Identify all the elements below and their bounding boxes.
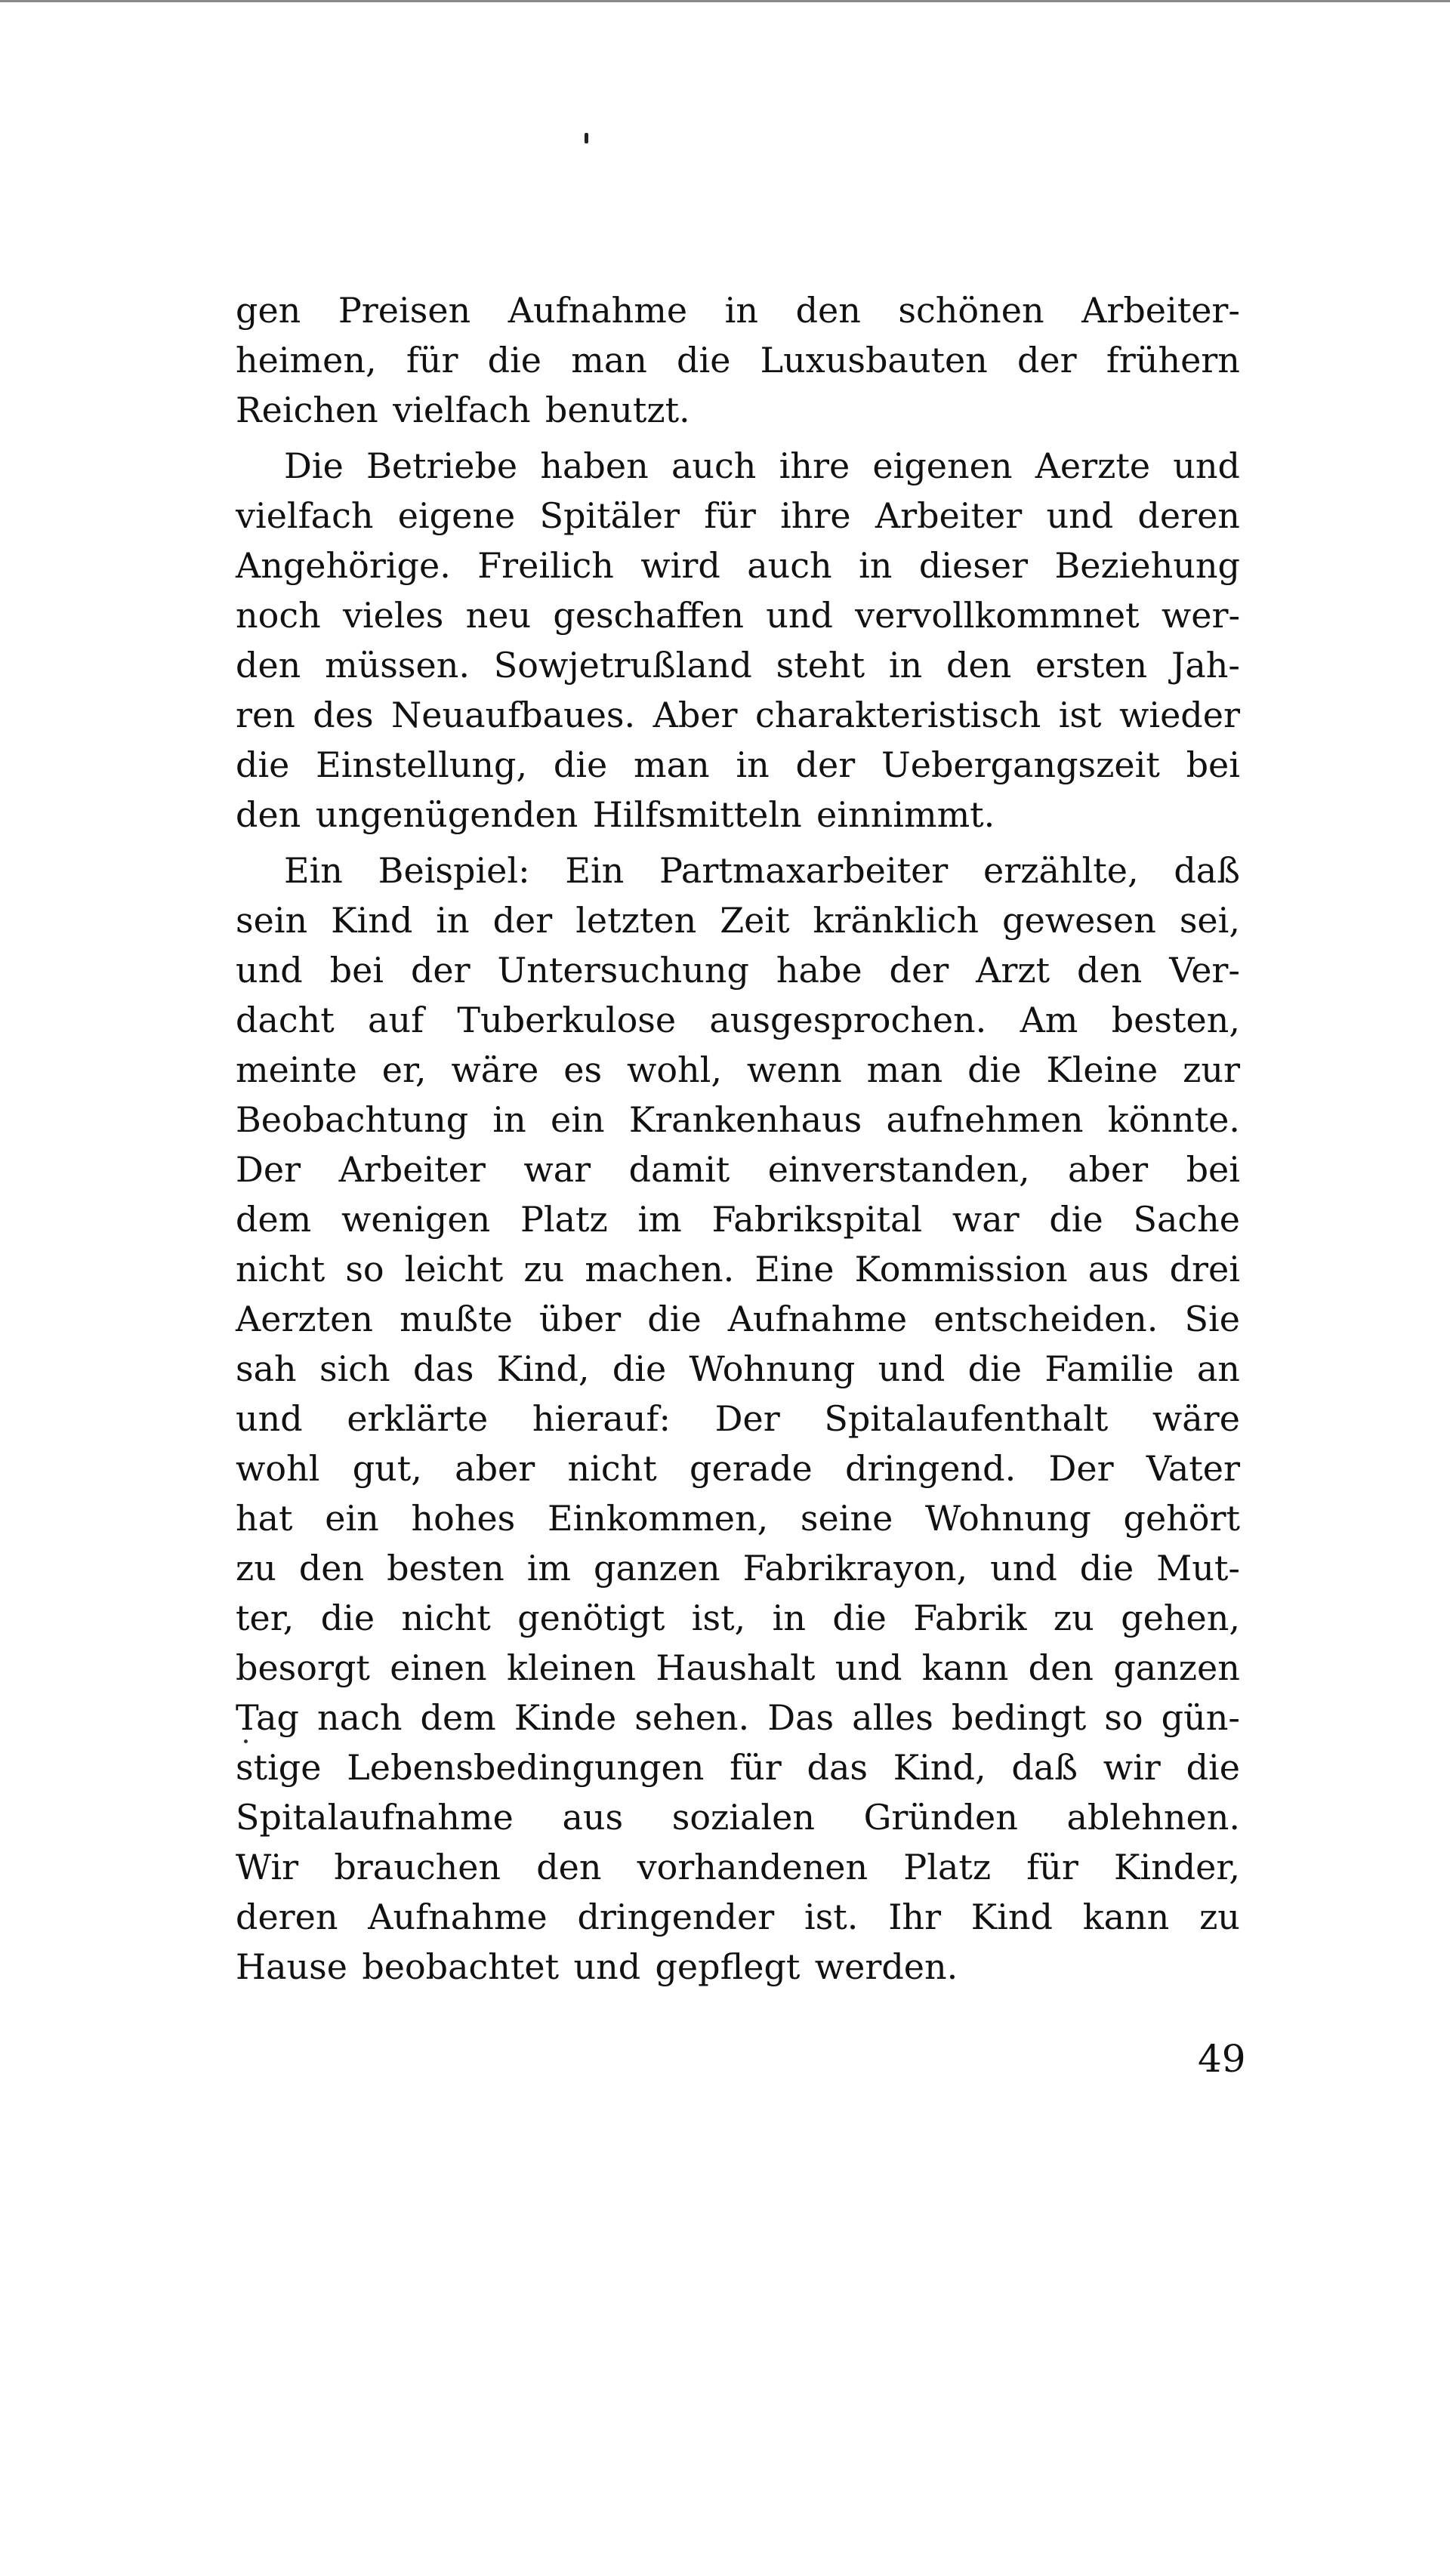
word: die: [1079, 1548, 1134, 1588]
word: Partmaxarbeiter: [659, 850, 949, 891]
word: ersten: [1035, 645, 1148, 686]
word: die: [320, 1598, 375, 1638]
word: Familie: [1044, 1348, 1174, 1389]
word: gut,: [352, 1448, 422, 1489]
word: die: [967, 1049, 1022, 1090]
word: Aerzten: [236, 1299, 374, 1339]
word: es: [563, 1049, 603, 1090]
scan-top-border: [0, 0, 1450, 2]
word: genötigt: [517, 1598, 665, 1638]
word: Angehörige.: [236, 545, 451, 586]
word: Ver-: [1169, 950, 1240, 991]
word: die: [1049, 1199, 1103, 1240]
word: Wohnung: [689, 1348, 856, 1389]
word: Der: [1048, 1448, 1114, 1489]
word: dringender: [577, 1897, 775, 1937]
word: gün-: [1161, 1697, 1240, 1738]
word: eigene: [397, 495, 516, 536]
word: die: [612, 1348, 667, 1389]
word: und: [878, 1348, 946, 1389]
word: sozialen: [671, 1797, 815, 1838]
word: bei: [1186, 1149, 1240, 1190]
word: ist.: [804, 1897, 859, 1937]
word: bedingt: [951, 1697, 1087, 1738]
word: charakteristisch: [754, 695, 1041, 735]
word: schönen: [898, 290, 1044, 331]
word: im: [637, 1199, 682, 1240]
word: Neuaufbaues.: [391, 695, 636, 735]
word: der: [795, 744, 856, 785]
word: wenn: [746, 1049, 842, 1090]
word: wäre: [451, 1049, 539, 1090]
word: Beobachtung: [236, 1099, 469, 1140]
word: deren: [1137, 495, 1240, 536]
word: hohes: [411, 1498, 516, 1539]
word: mußte: [400, 1299, 513, 1339]
text-line: [236, 1892, 1240, 1942]
word: wäre: [1152, 1398, 1240, 1439]
word: sah: [236, 1348, 297, 1389]
word: wenigen: [341, 1199, 491, 1240]
word: war: [523, 1149, 591, 1190]
word: wohl: [236, 1448, 320, 1489]
text-line: [236, 1394, 1240, 1444]
word: alles: [852, 1697, 933, 1738]
word: der: [889, 950, 949, 991]
word: Wohnung: [925, 1498, 1091, 1539]
word: und: [1046, 495, 1114, 536]
word: gerade: [690, 1448, 813, 1489]
word: zu: [236, 1548, 276, 1588]
word: man: [634, 744, 710, 785]
text-line: [236, 995, 1240, 1045]
word: wieder: [1118, 695, 1240, 735]
text-line: [236, 491, 1240, 541]
word: das: [412, 1348, 474, 1389]
word: den: [298, 1548, 365, 1588]
word: dacht: [236, 1000, 335, 1040]
word: Kinder,: [1114, 1847, 1240, 1887]
word: aus: [1088, 1249, 1149, 1290]
word: ihre: [779, 445, 850, 486]
word: dem: [236, 1199, 312, 1240]
text-line: [236, 945, 1240, 995]
word: zu: [523, 1249, 565, 1290]
word: die: [647, 1299, 702, 1339]
word: und: [573, 1946, 641, 1987]
word: seine: [800, 1498, 893, 1539]
word: deren: [236, 1897, 338, 1937]
word: Sache: [1133, 1199, 1240, 1240]
word: aus: [562, 1797, 624, 1838]
word: den: [236, 794, 301, 835]
word: Einstellung,: [316, 744, 528, 785]
word: in: [859, 545, 893, 586]
word: müssen.: [325, 645, 470, 686]
word: Eine: [754, 1249, 835, 1290]
word: bei: [329, 950, 384, 991]
word: in: [888, 645, 923, 686]
word: die: [677, 340, 731, 381]
word: Kleine: [1046, 1049, 1158, 1090]
word: ihre: [780, 495, 851, 536]
word: in: [436, 900, 470, 941]
word: Einkommen,: [548, 1498, 769, 1539]
text-line: [236, 690, 1240, 740]
word: hierauf:: [532, 1398, 671, 1439]
word: sich: [319, 1348, 390, 1389]
word: kleinen: [507, 1647, 636, 1688]
word: die: [1186, 1747, 1240, 1788]
word: Tuberkulose: [457, 1000, 677, 1040]
word: Mut-: [1156, 1548, 1240, 1588]
text-line: [236, 1145, 1240, 1194]
word: ungenügenden: [315, 794, 578, 835]
word: heimen,: [236, 340, 377, 381]
word: Platz: [903, 1847, 992, 1887]
word: stige: [236, 1747, 322, 1788]
text-line: [236, 790, 1240, 840]
word: so: [1104, 1697, 1143, 1738]
word: den: [946, 645, 1012, 686]
word: einen: [390, 1647, 487, 1688]
word: der: [1017, 340, 1077, 381]
word: haben: [540, 445, 649, 486]
word: nicht: [567, 1448, 657, 1489]
word: ausgesprochen.: [709, 1000, 987, 1040]
text-line: [236, 285, 1240, 335]
text-line: [236, 1294, 1240, 1344]
word: Aerzte: [1035, 445, 1151, 486]
word: Beziehung: [1054, 545, 1240, 586]
scan-speck: [585, 133, 588, 143]
word: im: [526, 1548, 572, 1588]
word: Fabrik: [913, 1598, 1027, 1638]
word: den: [1076, 950, 1143, 991]
word: Jah-: [1171, 645, 1240, 686]
word: das: [807, 1747, 868, 1788]
word: daß: [1174, 850, 1240, 891]
word: Preisen: [338, 290, 471, 331]
text-line: [236, 1742, 1240, 1792]
word: kann: [921, 1647, 1009, 1688]
word: und: [766, 595, 833, 636]
text-line: [236, 1842, 1240, 1892]
word: erklärte: [347, 1398, 489, 1439]
text-line: [236, 1543, 1240, 1593]
word: Der: [714, 1398, 780, 1439]
word: ablehnen.: [1066, 1797, 1240, 1838]
word: den: [1028, 1647, 1094, 1688]
word: Kind,: [893, 1747, 986, 1788]
word: in: [724, 290, 759, 331]
word: kränklich: [813, 900, 980, 941]
word: vorhandenen: [637, 1847, 868, 1887]
word: Kind,: [496, 1348, 590, 1389]
word: Die: [284, 445, 344, 486]
text-line: [236, 1045, 1240, 1095]
word: Beispiel:: [378, 850, 530, 891]
word: steht: [776, 645, 865, 686]
text-line: [236, 1344, 1240, 1394]
word: gehört: [1123, 1498, 1240, 1539]
word: Haushalt: [656, 1647, 816, 1688]
text-line: [236, 1942, 1240, 1992]
word: Betriebe: [366, 445, 518, 486]
word: Platz: [520, 1199, 608, 1240]
text-line: [236, 740, 1240, 790]
word: Ein: [565, 850, 625, 891]
word: dringend.: [845, 1448, 1017, 1489]
word: und: [236, 1398, 303, 1439]
word: an: [1196, 1348, 1240, 1389]
word: man: [866, 1049, 943, 1090]
word: leicht: [404, 1249, 504, 1290]
word: des: [313, 695, 374, 735]
word: sei,: [1179, 900, 1240, 941]
word: Aufnahme: [727, 1299, 908, 1339]
word: zur: [1183, 1049, 1240, 1090]
word: dieser: [918, 545, 1029, 586]
word: geschaffen: [553, 595, 744, 636]
word: auch: [747, 545, 832, 586]
text-line: [236, 385, 1240, 435]
text-line: [236, 335, 1240, 385]
word: werden.: [814, 1946, 958, 1987]
word: Hilfsmitteln: [592, 794, 802, 835]
word: Arbeiter: [338, 1149, 486, 1190]
word: brauchen: [334, 1847, 501, 1887]
word: Tag: [236, 1697, 299, 1738]
word: Fabrikrayon,: [742, 1548, 968, 1588]
word: Reichen: [236, 390, 378, 430]
word: aufnehmen: [886, 1099, 1084, 1140]
word: aber: [455, 1448, 535, 1489]
word: Ihr: [888, 1897, 941, 1937]
word: so: [345, 1249, 384, 1290]
word: Luxusbauten: [760, 340, 988, 381]
word: Am: [1020, 1000, 1078, 1040]
word: auf: [368, 1000, 424, 1040]
word: hat: [236, 1498, 293, 1539]
word: die: [236, 744, 290, 785]
word: kann: [1082, 1897, 1170, 1937]
word: gewesen: [1002, 900, 1156, 941]
word: ter,: [236, 1598, 295, 1638]
word: Aber: [652, 695, 738, 735]
word: könnte.: [1107, 1099, 1240, 1140]
word: Gründen: [863, 1797, 1018, 1838]
word: Das: [767, 1697, 835, 1738]
word: aber: [1068, 1149, 1149, 1190]
word: Spitalaufenthalt: [824, 1398, 1109, 1439]
word: den: [536, 1847, 602, 1887]
text-line: [236, 590, 1240, 640]
word: wir: [1103, 1747, 1161, 1788]
word: dem: [420, 1697, 496, 1738]
word: für: [1026, 1847, 1078, 1887]
word: für: [406, 340, 458, 381]
text-line: [236, 1493, 1240, 1543]
word: Arbeiter-: [1081, 290, 1240, 331]
word: Kinde: [514, 1697, 617, 1738]
word: sehen.: [634, 1697, 750, 1738]
word: Spitalaufnahme: [236, 1797, 514, 1838]
word: beobachtet: [362, 1946, 560, 1987]
word: für: [704, 495, 756, 536]
word: ein: [325, 1498, 379, 1539]
word: Fabrikspital: [711, 1199, 923, 1240]
word: für: [730, 1747, 782, 1788]
word: den: [795, 290, 861, 331]
word: Zeit: [720, 900, 790, 941]
word: nach: [317, 1697, 403, 1738]
word: zu: [1053, 1598, 1094, 1638]
word: gepflegt: [655, 1946, 801, 1987]
word: Aufnahme: [368, 1897, 548, 1937]
word: bei: [1186, 744, 1240, 785]
word: auch: [671, 445, 757, 486]
word: man: [571, 340, 647, 381]
word: vielfach: [393, 390, 531, 430]
word: vieles: [342, 595, 444, 636]
word: habe: [776, 950, 862, 991]
word: eigenen: [872, 445, 1013, 486]
word: den: [236, 645, 301, 686]
word: besten,: [1111, 1000, 1240, 1040]
word: Ein: [284, 850, 343, 891]
word: Uebergangszeit: [881, 744, 1160, 785]
word: drei: [1169, 1249, 1240, 1290]
word: die: [832, 1598, 887, 1638]
word: meinte: [236, 1049, 357, 1090]
word: gehen,: [1121, 1598, 1240, 1638]
word: in: [492, 1099, 526, 1140]
word: die: [487, 340, 542, 381]
word: und: [1173, 445, 1240, 486]
word: Aufnahme: [508, 290, 688, 331]
word: Vater: [1146, 1448, 1240, 1489]
word: einverstanden,: [767, 1149, 1030, 1190]
word: zu: [1199, 1897, 1240, 1937]
text-line: [236, 1693, 1240, 1742]
word: gen: [236, 290, 301, 331]
word: ganzen: [594, 1548, 720, 1588]
word: Arzt: [976, 950, 1050, 991]
word: Hause: [236, 1946, 347, 1987]
word: besten: [387, 1548, 504, 1588]
word: Lebensbedingungen: [347, 1747, 705, 1788]
word: die: [553, 744, 608, 785]
word: neu: [465, 595, 532, 636]
text-line: [236, 1095, 1240, 1145]
word: letzten: [575, 900, 697, 941]
text-line: [236, 1194, 1240, 1244]
text-line: [236, 846, 1240, 895]
word: Freilich: [477, 545, 614, 586]
word: entscheiden.: [933, 1299, 1158, 1339]
word: besorgt: [236, 1647, 370, 1688]
word: Spitäler: [539, 495, 680, 536]
word: sein: [236, 900, 308, 941]
text-line: [236, 895, 1240, 945]
word: Arbeiter: [875, 495, 1023, 536]
word: vervollkommnet: [855, 595, 1140, 636]
word: war: [952, 1199, 1020, 1240]
word: ist,: [691, 1598, 746, 1638]
text-line: [236, 640, 1240, 690]
word: Wir: [236, 1847, 299, 1887]
word: Kommission: [854, 1249, 1068, 1290]
text-line: [236, 1593, 1240, 1643]
word: ren: [236, 695, 295, 735]
word: noch: [236, 595, 321, 636]
word: frühern: [1106, 340, 1240, 381]
word: wohl,: [626, 1049, 722, 1090]
word: der: [410, 950, 470, 991]
word: Kind: [331, 900, 413, 941]
word: erzählte,: [983, 850, 1139, 891]
word: Sie: [1184, 1299, 1240, 1339]
word: einnimmt.: [816, 794, 995, 835]
text-line: [236, 1643, 1240, 1693]
text-line: [236, 1244, 1240, 1294]
text-line: [236, 1792, 1240, 1842]
word: in: [772, 1598, 806, 1638]
word: Krankenhaus: [628, 1099, 862, 1140]
word: machen.: [585, 1249, 735, 1290]
word: ist: [1058, 695, 1102, 735]
body-text: [236, 285, 1240, 1992]
word: in: [736, 744, 770, 785]
word: und: [990, 1548, 1057, 1588]
word: wird: [640, 545, 720, 586]
text-line: [236, 1444, 1240, 1493]
word: Der: [236, 1149, 301, 1190]
word: damit: [628, 1149, 730, 1190]
word: vielfach: [236, 495, 374, 536]
word: daß: [1011, 1747, 1078, 1788]
word: er,: [381, 1049, 427, 1090]
word: der: [492, 900, 553, 941]
word: und: [835, 1647, 902, 1688]
word: Untersuchung: [497, 950, 749, 991]
text-line: [236, 441, 1240, 491]
word: wer-: [1161, 595, 1240, 636]
word: ganzen: [1113, 1647, 1240, 1688]
word: die: [967, 1348, 1023, 1389]
word: Sowjetrußland: [493, 645, 752, 686]
word: über: [538, 1299, 622, 1339]
word: Kind: [970, 1897, 1053, 1937]
page-number: 49: [1198, 2037, 1246, 2081]
text-line: [236, 541, 1240, 590]
word: nicht: [236, 1249, 325, 1290]
word: und: [236, 950, 303, 991]
word: ein: [551, 1099, 605, 1140]
word: benutzt.: [545, 390, 690, 430]
word: nicht: [401, 1598, 491, 1638]
